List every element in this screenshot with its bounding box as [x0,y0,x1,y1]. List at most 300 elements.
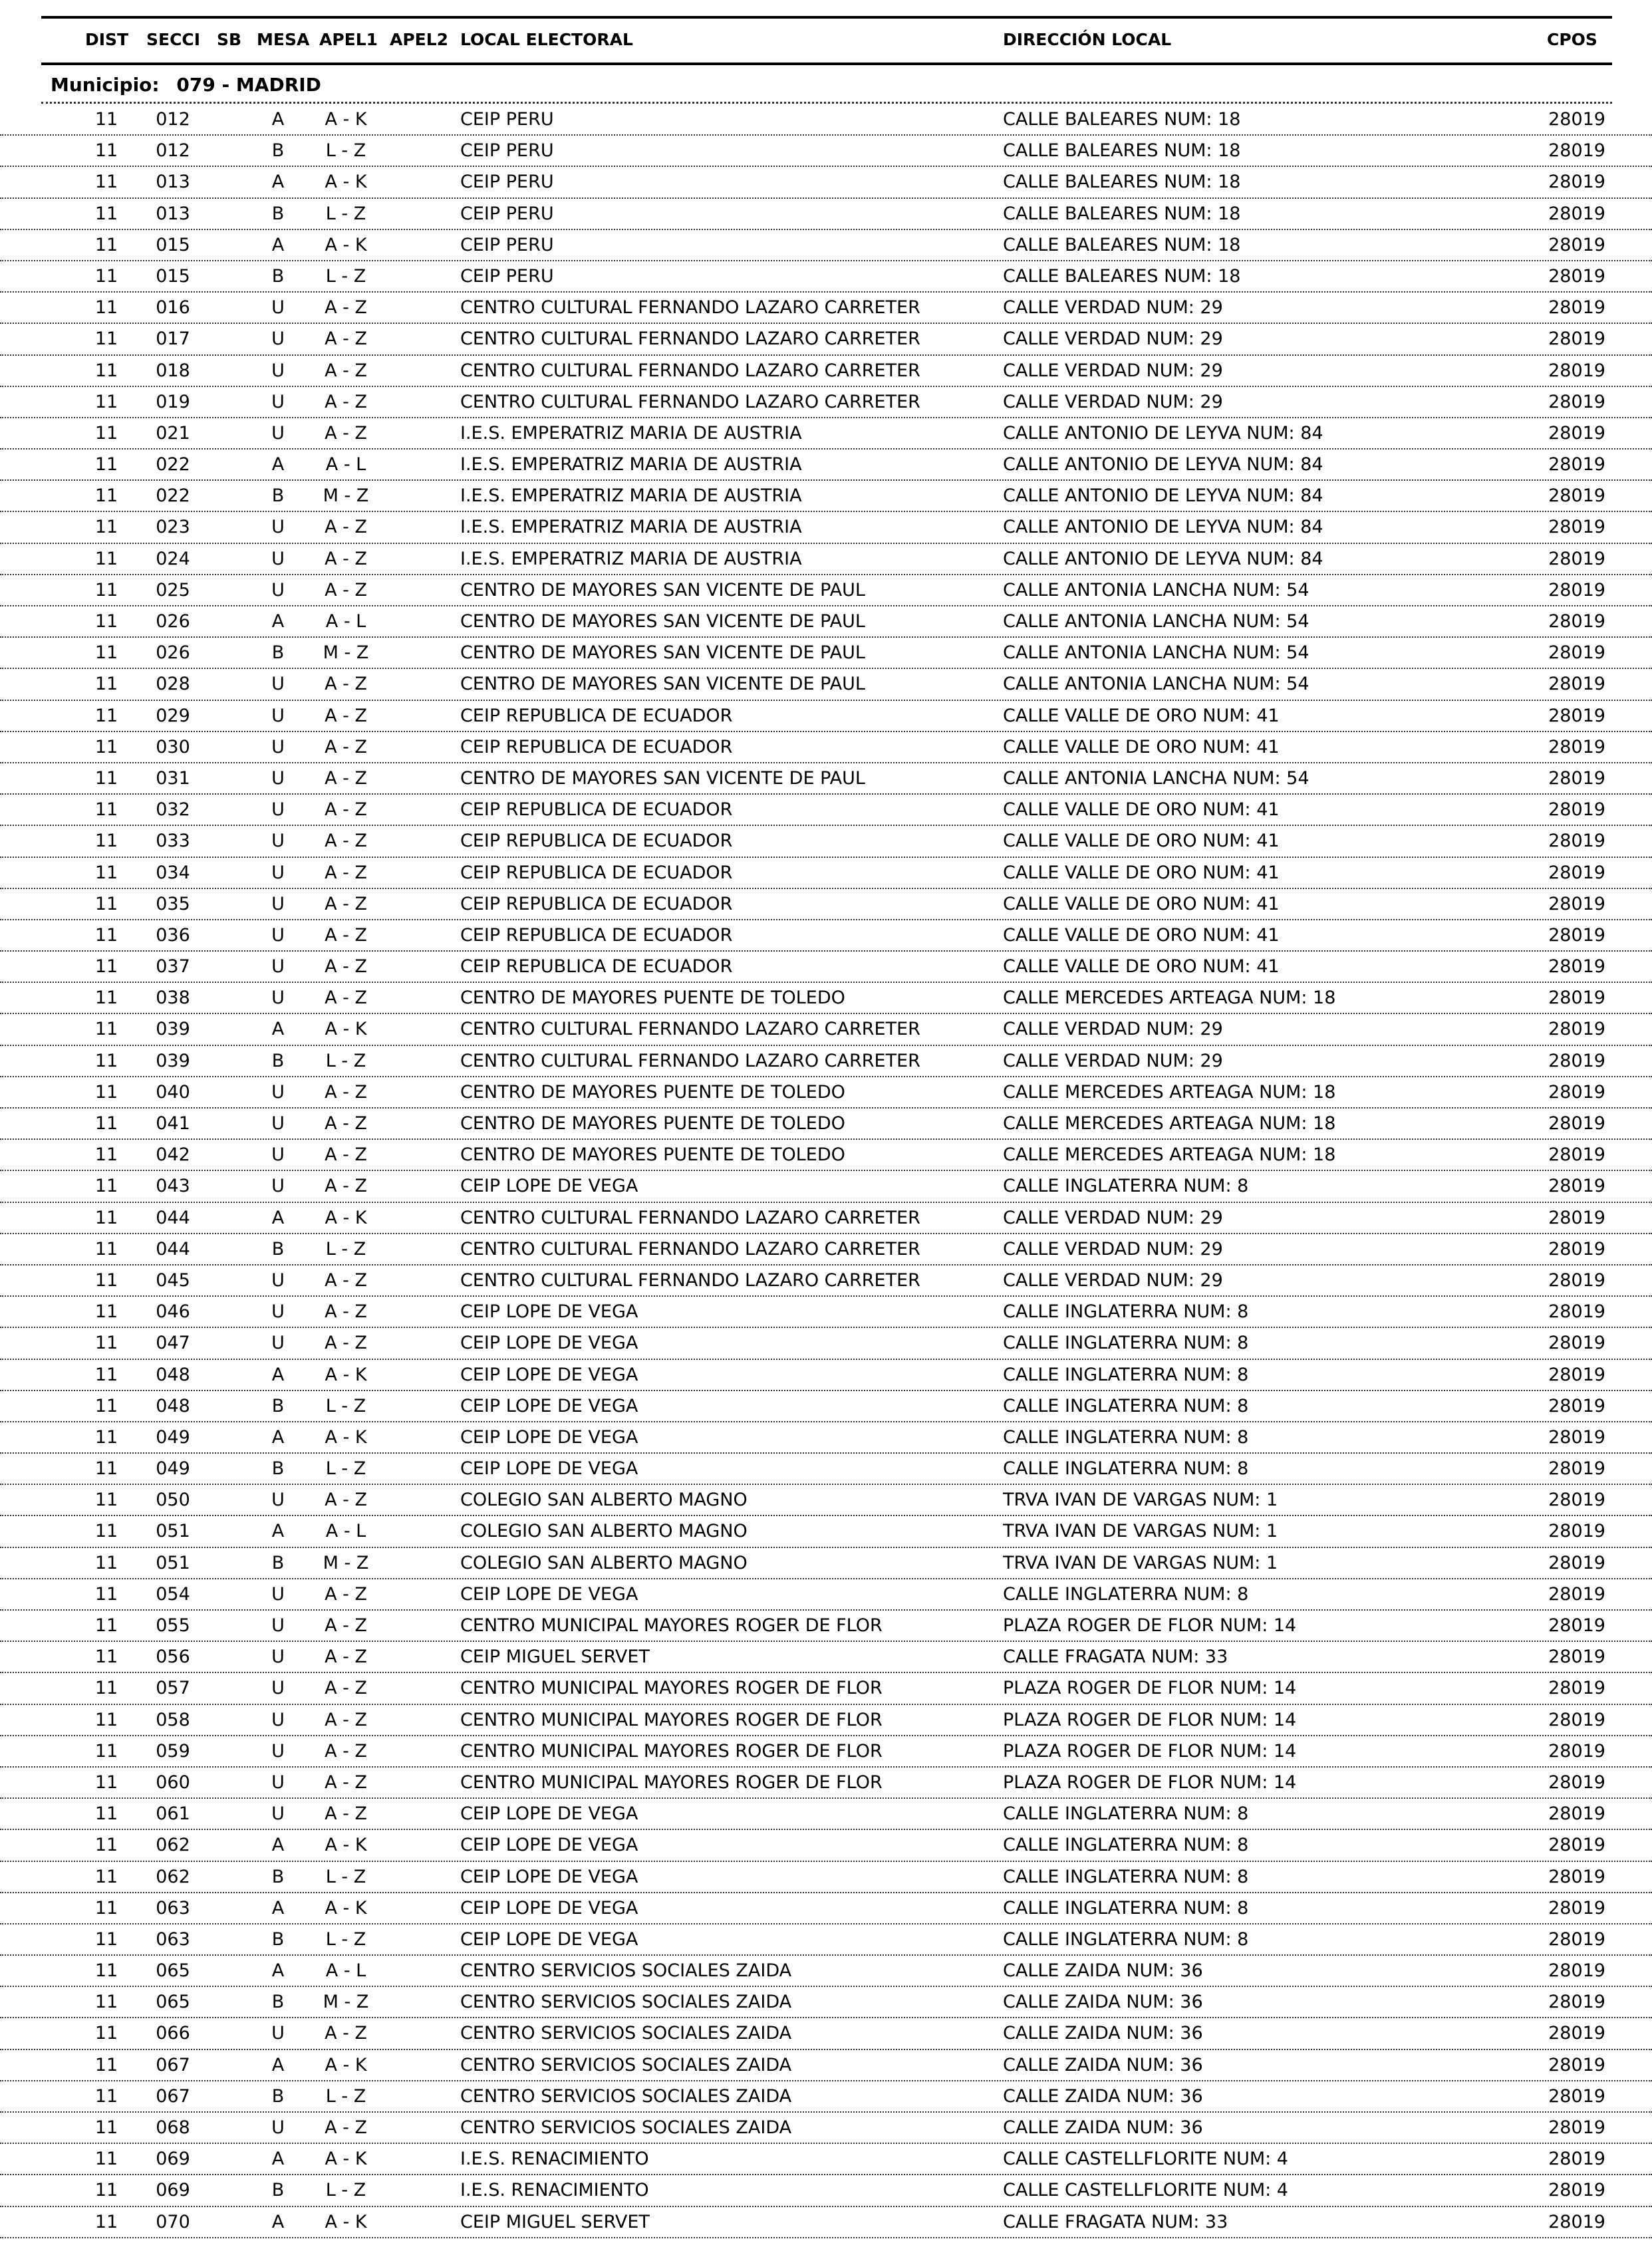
table-row [0,795,1652,826]
cell-dist: 11 [94,956,118,978]
cell-direccion-local: CALLE ANTONIO DE LEYVA NUM: 84 [1003,422,1323,444]
cell-secci: 026 [156,642,190,664]
cell-apel-range: A - Z [325,579,367,600]
cell-cpos: 28019 [1548,893,1605,914]
cell-apel-range: A - Z [325,1772,367,1793]
cell-cpos: 28019 [1548,1772,1605,1793]
cell-cpos: 28019 [1548,1426,1605,1448]
cell-cpos: 28019 [1548,203,1605,224]
cell-direccion-local: CALLE VALLE DE ORO NUM: 41 [1003,956,1280,978]
table-row [0,1705,1652,1736]
cell-direccion-local: CALLE VERDAD NUM: 29 [1003,329,1223,350]
cell-mesa: B [271,140,285,162]
cell-direccion-local: CALLE INGLATERRA NUM: 8 [1003,1583,1249,1605]
cell-local-electoral: CEIP LOPE DE VEGA [460,1583,638,1605]
cell-cpos: 28019 [1548,1803,1605,1825]
cell-apel-range: A - Z [325,1081,367,1103]
cell-cpos: 28019 [1548,360,1605,381]
header-apel1: APEL1 [319,30,378,49]
table-row [0,1673,1652,1704]
cell-apel-range: A - Z [325,767,367,789]
cell-mesa: B [271,1050,285,1071]
cell-dist: 11 [94,924,118,946]
cell-apel-range: A - K [325,172,367,193]
cell-direccion-local: CALLE BALEARES NUM: 18 [1003,140,1241,162]
cell-cpos: 28019 [1548,517,1605,538]
cell-cpos: 28019 [1548,1897,1605,1918]
cell-secci: 067 [156,2054,190,2075]
cell-dist: 11 [94,2117,118,2138]
cell-apel-range: A - Z [325,1803,367,1825]
cell-apel-range: A - K [325,1207,367,1228]
cell-mesa: U [271,2117,285,2138]
cell-direccion-local: CALLE ANTONIO DE LEYVA NUM: 84 [1003,517,1323,538]
cell-secci: 039 [156,1050,190,1071]
cell-local-electoral: I.E.S. RENACIMIENTO [460,2149,649,2170]
cell-cpos: 28019 [1548,1678,1605,1699]
cell-secci: 049 [156,1458,190,1480]
cell-mesa: U [271,988,285,1009]
cell-local-electoral: CEIP LOPE DE VEGA [460,1803,638,1825]
cell-mesa: A [271,1364,285,1385]
table-row [0,858,1652,889]
cell-mesa: A [271,1835,285,1856]
cell-direccion-local: CALLE VERDAD NUM: 29 [1003,360,1223,381]
cell-apel-range: A - Z [325,988,367,1009]
cell-direccion-local: CALLE VALLE DE ORO NUM: 41 [1003,831,1280,852]
cell-dist: 11 [94,1928,118,1950]
cell-local-electoral: COLEGIO SAN ALBERTO MAGNO [460,1490,748,1511]
cell-dist: 11 [94,548,118,569]
table-row [0,575,1652,606]
cell-direccion-local: CALLE MERCEDES ARTEAGA NUM: 18 [1003,1113,1336,1134]
cell-mesa: U [271,297,285,319]
cell-mesa: U [271,1615,285,1636]
cell-dist: 11 [94,1583,118,1605]
cell-local-electoral: CENTRO MUNICIPAL MAYORES ROGER DE FLOR [460,1740,883,1762]
cell-secci: 050 [156,1490,190,1511]
cell-apel-range: A - K [325,2054,367,2075]
cell-mesa: B [271,2180,285,2201]
cell-direccion-local: CALLE ZAIDA NUM: 36 [1003,2023,1203,2044]
cell-apel-range: A - Z [325,1615,367,1636]
cell-cpos: 28019 [1548,1866,1605,1887]
cell-local-electoral: CEIP MIGUEL SERVET [460,2211,650,2232]
cell-secci: 069 [156,2149,190,2170]
cell-apel-range: A - L [325,1960,366,1982]
cell-secci: 018 [156,360,190,381]
cell-apel-range: A - K [325,1835,367,1856]
table-row [0,1328,1652,1359]
cell-local-electoral: CEIP PERU [460,172,554,193]
cell-direccion-local: CALLE ZAIDA NUM: 36 [1003,2054,1203,2075]
cell-direccion-local: PLAZA ROGER DE FLOR NUM: 14 [1003,1772,1297,1793]
cell-cpos: 28019 [1548,767,1605,789]
cell-apel-range: A - K [325,2149,367,2170]
cell-cpos: 28019 [1548,391,1605,412]
cell-dist: 11 [94,1426,118,1448]
municipio-rule [41,102,1612,104]
table-row [0,1956,1652,1987]
cell-apel-range: A - Z [325,2117,367,2138]
cell-cpos: 28019 [1548,172,1605,193]
cell-dist: 11 [94,1835,118,1856]
table-row [0,1140,1652,1171]
cell-direccion-local: CALLE INGLATERRA NUM: 8 [1003,1928,1249,1950]
table-row [0,826,1652,857]
top-rule [41,16,1612,19]
cell-cpos: 28019 [1548,2149,1605,2170]
cell-dist: 11 [94,391,118,412]
cell-secci: 059 [156,1740,190,1762]
cell-direccion-local: CALLE INGLATERRA NUM: 8 [1003,1426,1249,1448]
cell-local-electoral: CENTRO DE MAYORES PUENTE DE TOLEDO [460,1113,845,1134]
table-row [0,1077,1652,1109]
cell-cpos: 28019 [1548,736,1605,757]
cell-direccion-local: PLAZA ROGER DE FLOR NUM: 14 [1003,1709,1297,1730]
cell-cpos: 28019 [1548,265,1605,287]
cell-mesa: U [271,956,285,978]
cell-apel-range: A - Z [325,705,367,726]
table-row [0,1516,1652,1547]
cell-local-electoral: CENTRO CULTURAL FERNANDO LAZARO CARRETER [460,297,920,319]
cell-local-electoral: CENTRO SERVICIOS SOCIALES ZAIDA [460,2085,792,2107]
cell-dist: 11 [94,893,118,914]
table-row [0,2207,1652,2238]
cell-secci: 043 [156,1176,190,1197]
cell-secci: 048 [156,1364,190,1385]
cell-direccion-local: CALLE BALEARES NUM: 18 [1003,234,1241,255]
table-row [0,1046,1652,1077]
cell-apel-range: A - Z [325,1678,367,1699]
cell-apel-range: A - Z [325,1269,367,1291]
cell-direccion-local: CALLE INGLATERRA NUM: 8 [1003,1897,1249,1918]
cell-cpos: 28019 [1548,611,1605,632]
cell-mesa: U [271,1647,285,1668]
cell-apel-range: M - Z [323,1992,369,2013]
cell-mesa: A [271,454,285,475]
cell-local-electoral: CEIP PERU [460,203,554,224]
table-row [0,669,1652,700]
cell-direccion-local: CALLE VERDAD NUM: 29 [1003,1269,1223,1291]
cell-mesa: B [271,2085,285,2107]
cell-apel-range: A - Z [325,391,367,412]
cell-apel-range: A - Z [325,517,367,538]
table-row [0,763,1652,795]
cell-mesa: U [271,1678,285,1699]
cell-cpos: 28019 [1548,1521,1605,1542]
cell-dist: 11 [94,579,118,600]
cell-direccion-local: TRVA IVAN DE VARGAS NUM: 1 [1003,1490,1278,1511]
cell-mesa: U [271,674,285,695]
cell-apel-range: A - Z [325,956,367,978]
cell-secci: 033 [156,831,190,852]
cell-local-electoral: CENTRO SERVICIOS SOCIALES ZAIDA [460,2054,792,2075]
cell-mesa: U [271,799,285,821]
cell-dist: 11 [94,2149,118,2170]
cell-local-electoral: CENTRO CULTURAL FERNANDO LAZARO CARRETER [460,329,920,350]
cell-dist: 11 [94,1238,118,1259]
cell-apel-range: A - L [325,1521,366,1542]
cell-direccion-local: CALLE VERDAD NUM: 29 [1003,1050,1223,1071]
cell-local-electoral: CENTRO DE MAYORES SAN VICENTE DE PAUL [460,611,865,632]
cell-secci: 026 [156,611,190,632]
cell-mesa: A [271,2054,285,2075]
cell-mesa: U [271,1803,285,1825]
table-row [0,324,1652,355]
table-row [0,732,1652,763]
table-row [0,2081,1652,2113]
cell-local-electoral: CEIP LOPE DE VEGA [460,1928,638,1950]
cell-apel-range: A - Z [325,1301,367,1323]
cell-dist: 11 [94,422,118,444]
cell-apel-range: A - Z [325,1709,367,1730]
cell-dist: 11 [94,1678,118,1699]
cell-direccion-local: CALLE INGLATERRA NUM: 8 [1003,1333,1249,1354]
cell-secci: 045 [156,1269,190,1291]
cell-cpos: 28019 [1548,1992,1605,2013]
cell-local-electoral: CEIP LOPE DE VEGA [460,1835,638,1856]
table-row [0,1830,1652,1861]
cell-secci: 039 [156,1019,190,1040]
cell-cpos: 28019 [1548,1928,1605,1950]
cell-dist: 11 [94,1395,118,1416]
cell-dist: 11 [94,799,118,821]
cell-secci: 015 [156,234,190,255]
cell-direccion-local: CALLE INGLATERRA NUM: 8 [1003,1176,1249,1197]
cell-cpos: 28019 [1548,1458,1605,1480]
cell-secci: 028 [156,674,190,695]
cell-apel-range: A - Z [325,1647,367,1668]
table-row [0,1799,1652,1830]
cell-mesa: U [271,579,285,600]
cell-secci: 057 [156,1678,190,1699]
table-row [0,1893,1652,1924]
cell-local-electoral: CEIP REPUBLICA DE ECUADOR [460,831,733,852]
table-row [0,1234,1652,1265]
cell-secci: 016 [156,297,190,319]
cell-local-electoral: CEIP LOPE DE VEGA [460,1301,638,1323]
cell-direccion-local: CALLE ANTONIA LANCHA NUM: 54 [1003,579,1309,600]
cell-secci: 015 [156,265,190,287]
cell-mesa: U [271,1772,285,1793]
cell-direccion-local: CALLE ZAIDA NUM: 36 [1003,1960,1203,1982]
cell-dist: 11 [94,2211,118,2232]
cell-local-electoral: CENTRO CULTURAL FERNANDO LAZARO CARRETER [460,360,920,381]
cell-local-electoral: CENTRO CULTURAL FERNANDO LAZARO CARRETER [460,1019,920,1040]
cell-apel-range: L - Z [325,2180,366,2201]
table-row [0,1297,1652,1328]
cell-local-electoral: CENTRO SERVICIOS SOCIALES ZAIDA [460,2023,792,2044]
cell-direccion-local: CALLE ANTONIO DE LEYVA NUM: 84 [1003,548,1323,569]
cell-local-electoral: CENTRO SERVICIOS SOCIALES ZAIDA [460,1960,792,1982]
cell-cpos: 28019 [1548,109,1605,130]
cell-local-electoral: CEIP PERU [460,140,554,162]
cell-cpos: 28019 [1548,1113,1605,1134]
cell-apel-range: A - Z [325,831,367,852]
cell-direccion-local: CALLE ZAIDA NUM: 36 [1003,1992,1203,2013]
cell-apel-range: A - Z [325,1176,367,1197]
cell-secci: 061 [156,1803,190,1825]
cell-apel-range: A - Z [325,422,367,444]
table-row [0,606,1652,638]
cell-mesa: B [271,1552,285,1573]
cell-dist: 11 [94,517,118,538]
cell-direccion-local: TRVA IVAN DE VARGAS NUM: 1 [1003,1521,1278,1542]
cell-cpos: 28019 [1548,1960,1605,1982]
cell-secci: 048 [156,1395,190,1416]
cell-cpos: 28019 [1548,2180,1605,2201]
table-row [0,1987,1652,2018]
cell-apel-range: A - K [325,1019,367,1040]
header-rule [41,63,1612,65]
table-row [0,701,1652,732]
cell-local-electoral: CENTRO SERVICIOS SOCIALES ZAIDA [460,2117,792,2138]
cell-secci: 041 [156,1113,190,1134]
table-row [0,1014,1652,1045]
cell-dist: 11 [94,1113,118,1134]
cell-cpos: 28019 [1548,1144,1605,1166]
cell-mesa: B [271,1992,285,2013]
cell-direccion-local: CALLE ANTONIA LANCHA NUM: 54 [1003,674,1309,695]
table-row [0,1422,1652,1454]
table-row [0,1924,1652,1956]
header-cpos: CPOS [1547,30,1597,49]
cell-mesa: A [271,109,285,130]
cell-cpos: 28019 [1548,1207,1605,1228]
cell-mesa: U [271,517,285,538]
cell-dist: 11 [94,1301,118,1323]
table-row [0,1548,1652,1579]
cell-local-electoral: CEIP PERU [460,265,554,287]
cell-secci: 024 [156,548,190,569]
cell-local-electoral: CEIP PERU [460,109,554,130]
cell-local-electoral: CENTRO CULTURAL FERNANDO LAZARO CARRETER [460,1207,920,1228]
cell-dist: 11 [94,1615,118,1636]
table-row [0,104,1652,136]
cell-local-electoral: CENTRO CULTURAL FERNANDO LAZARO CARRETER [460,1050,920,1071]
cell-mesa: A [271,1019,285,1040]
cell-direccion-local: CALLE FRAGATA NUM: 33 [1003,1647,1228,1668]
cell-local-electoral: CENTRO DE MAYORES PUENTE DE TOLEDO [460,988,845,1009]
cell-cpos: 28019 [1548,642,1605,664]
cell-mesa: A [271,234,285,255]
cell-dist: 11 [94,1897,118,1918]
table-row [0,1642,1652,1673]
cell-mesa: U [271,391,285,412]
cell-local-electoral: CENTRO CULTURAL FERNANDO LAZARO CARRETER [460,1238,920,1259]
cell-direccion-local: CALLE VERDAD NUM: 29 [1003,1019,1223,1040]
cell-mesa: B [271,485,285,507]
cell-apel-range: L - Z [325,1050,366,1071]
cell-local-electoral: CENTRO DE MAYORES SAN VICENTE DE PAUL [460,674,865,695]
cell-mesa: B [271,1928,285,1950]
cell-apel-range: L - Z [325,1458,366,1480]
cell-mesa: B [271,1866,285,1887]
cell-secci: 025 [156,579,190,600]
cell-mesa: U [271,1144,285,1166]
cell-cpos: 28019 [1548,988,1605,1009]
cell-local-electoral: CEIP LOPE DE VEGA [460,1333,638,1354]
cell-mesa: A [271,611,285,632]
cell-cpos: 28019 [1548,831,1605,852]
table-row [0,387,1652,418]
cell-cpos: 28019 [1548,1269,1605,1291]
table-row [0,544,1652,575]
cell-dist: 11 [94,265,118,287]
cell-dist: 11 [94,1772,118,1793]
cell-dist: 11 [94,360,118,381]
cell-direccion-local: CALLE INGLATERRA NUM: 8 [1003,1458,1249,1480]
table-row [0,2050,1652,2081]
cell-cpos: 28019 [1548,548,1605,569]
cell-secci: 036 [156,924,190,946]
cell-direccion-local: CALLE CASTELLFLORITE NUM: 4 [1003,2149,1288,2170]
cell-local-electoral: CEIP REPUBLICA DE ECUADOR [460,862,733,883]
cell-mesa: U [271,862,285,883]
cell-direccion-local: CALLE ANTONIA LANCHA NUM: 54 [1003,611,1309,632]
cell-mesa: B [271,1238,285,1259]
cell-local-electoral: CEIP LOPE DE VEGA [460,1364,638,1385]
cell-secci: 017 [156,329,190,350]
cell-cpos: 28019 [1548,454,1605,475]
table-row [0,2175,1652,2206]
cell-secci: 021 [156,422,190,444]
table-row [0,1579,1652,1611]
cell-local-electoral: I.E.S. EMPERATRIZ MARIA DE AUSTRIA [460,454,802,475]
table-row [0,136,1652,167]
cell-cpos: 28019 [1548,1301,1605,1323]
cell-mesa: A [271,2211,285,2232]
cell-cpos: 28019 [1548,297,1605,319]
cell-cpos: 28019 [1548,799,1605,821]
cell-secci: 035 [156,893,190,914]
cell-mesa: U [271,329,285,350]
cell-dist: 11 [94,1992,118,2013]
header-direccion-local: DIRECCIÓN LOCAL [1003,30,1172,49]
cell-cpos: 28019 [1548,705,1605,726]
cell-apel-range: L - Z [325,265,366,287]
cell-apel-range: L - Z [325,140,366,162]
cell-mesa: U [271,1333,285,1354]
cell-secci: 051 [156,1552,190,1573]
cell-direccion-local: CALLE VERDAD NUM: 29 [1003,297,1223,319]
cell-cpos: 28019 [1548,1081,1605,1103]
cell-direccion-local: PLAZA ROGER DE FLOR NUM: 14 [1003,1678,1297,1699]
cell-local-electoral: CEIP LOPE DE VEGA [460,1395,638,1416]
cell-apel-range: L - Z [325,1928,366,1950]
cell-direccion-local: CALLE ANTONIO DE LEYVA NUM: 84 [1003,485,1323,507]
cell-dist: 11 [94,988,118,1009]
cell-direccion-local: CALLE MERCEDES ARTEAGA NUM: 18 [1003,1081,1336,1103]
cell-dist: 11 [94,297,118,319]
cell-apel-range: A - K [325,109,367,130]
table-row [0,481,1652,512]
cell-apel-range: A - Z [325,548,367,569]
cell-direccion-local: CALLE ANTONIA LANCHA NUM: 54 [1003,642,1309,664]
cell-direccion-local: CALLE VALLE DE ORO NUM: 41 [1003,799,1280,821]
cell-local-electoral: CEIP PERU [460,234,554,255]
header-local-electoral: LOCAL ELECTORAL [460,30,633,49]
cell-cpos: 28019 [1548,1395,1605,1416]
cell-direccion-local: CALLE INGLATERRA NUM: 8 [1003,1364,1249,1385]
table-row [0,1171,1652,1202]
cell-dist: 11 [94,109,118,130]
cell-mesa: U [271,1081,285,1103]
cell-direccion-local: CALLE VALLE DE ORO NUM: 41 [1003,893,1280,914]
cell-dist: 11 [94,1521,118,1542]
table-row [0,230,1652,261]
